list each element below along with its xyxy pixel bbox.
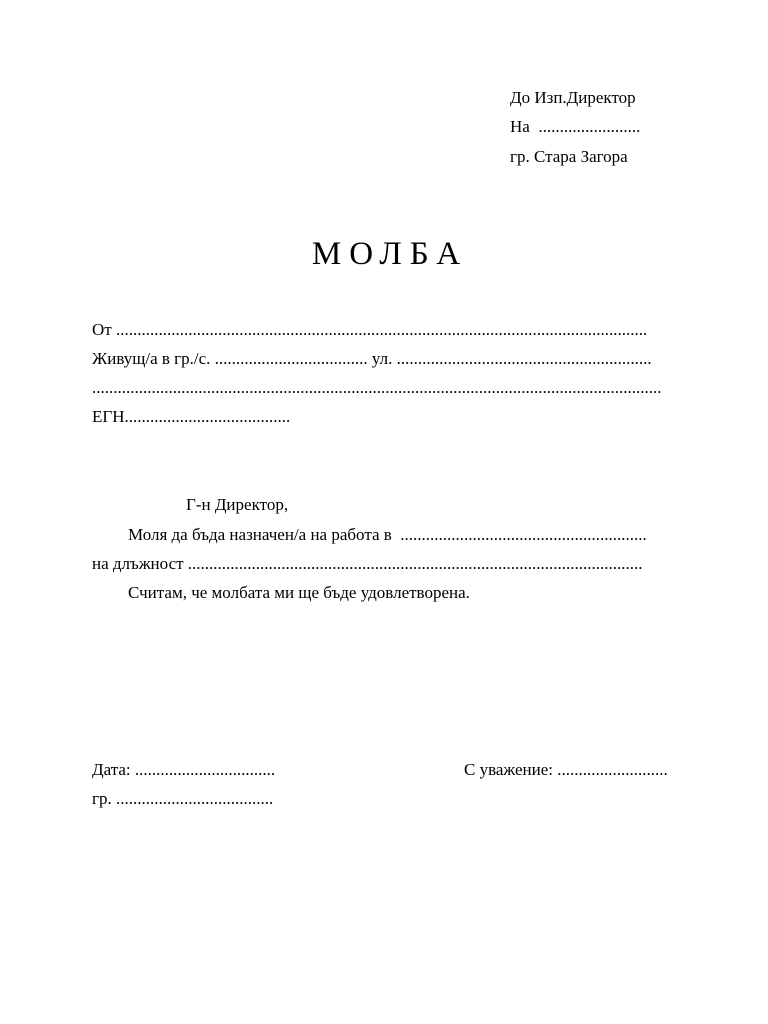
closing-line: Считам, че молбата ми ще бъде удовлетворена. [128, 583, 470, 602]
applicant-egn-line: ЕГН....................................... [92, 407, 291, 426]
applicant-address-continuation: ...................................................................................................................................... [92, 378, 662, 397]
addressee-line-2: На ........................ [510, 117, 641, 136]
applicant-residence-line: Живущ/а в гр./с. .................................... ул. ............................................................ [92, 349, 652, 368]
signature-line: С уважение: .......................... [464, 760, 668, 779]
position-line: на длъжност ........................................................................................................... [92, 554, 643, 573]
document-title: МОЛБА [311, 236, 469, 272]
request-line: Моля да бъда назначен/а на работа в .......................................................... [128, 525, 647, 544]
salutation: Г-н Директор, [186, 495, 289, 514]
applicant-from-line: От ............................................................................................................................. [92, 320, 648, 339]
addressee-line-1: До Изп.Директор [510, 88, 636, 107]
date-line: Дата: ................................. [92, 760, 276, 779]
addressee-line-3: гр. Стара Загора [510, 147, 628, 166]
city-line: гр. ..................................... [92, 789, 274, 808]
